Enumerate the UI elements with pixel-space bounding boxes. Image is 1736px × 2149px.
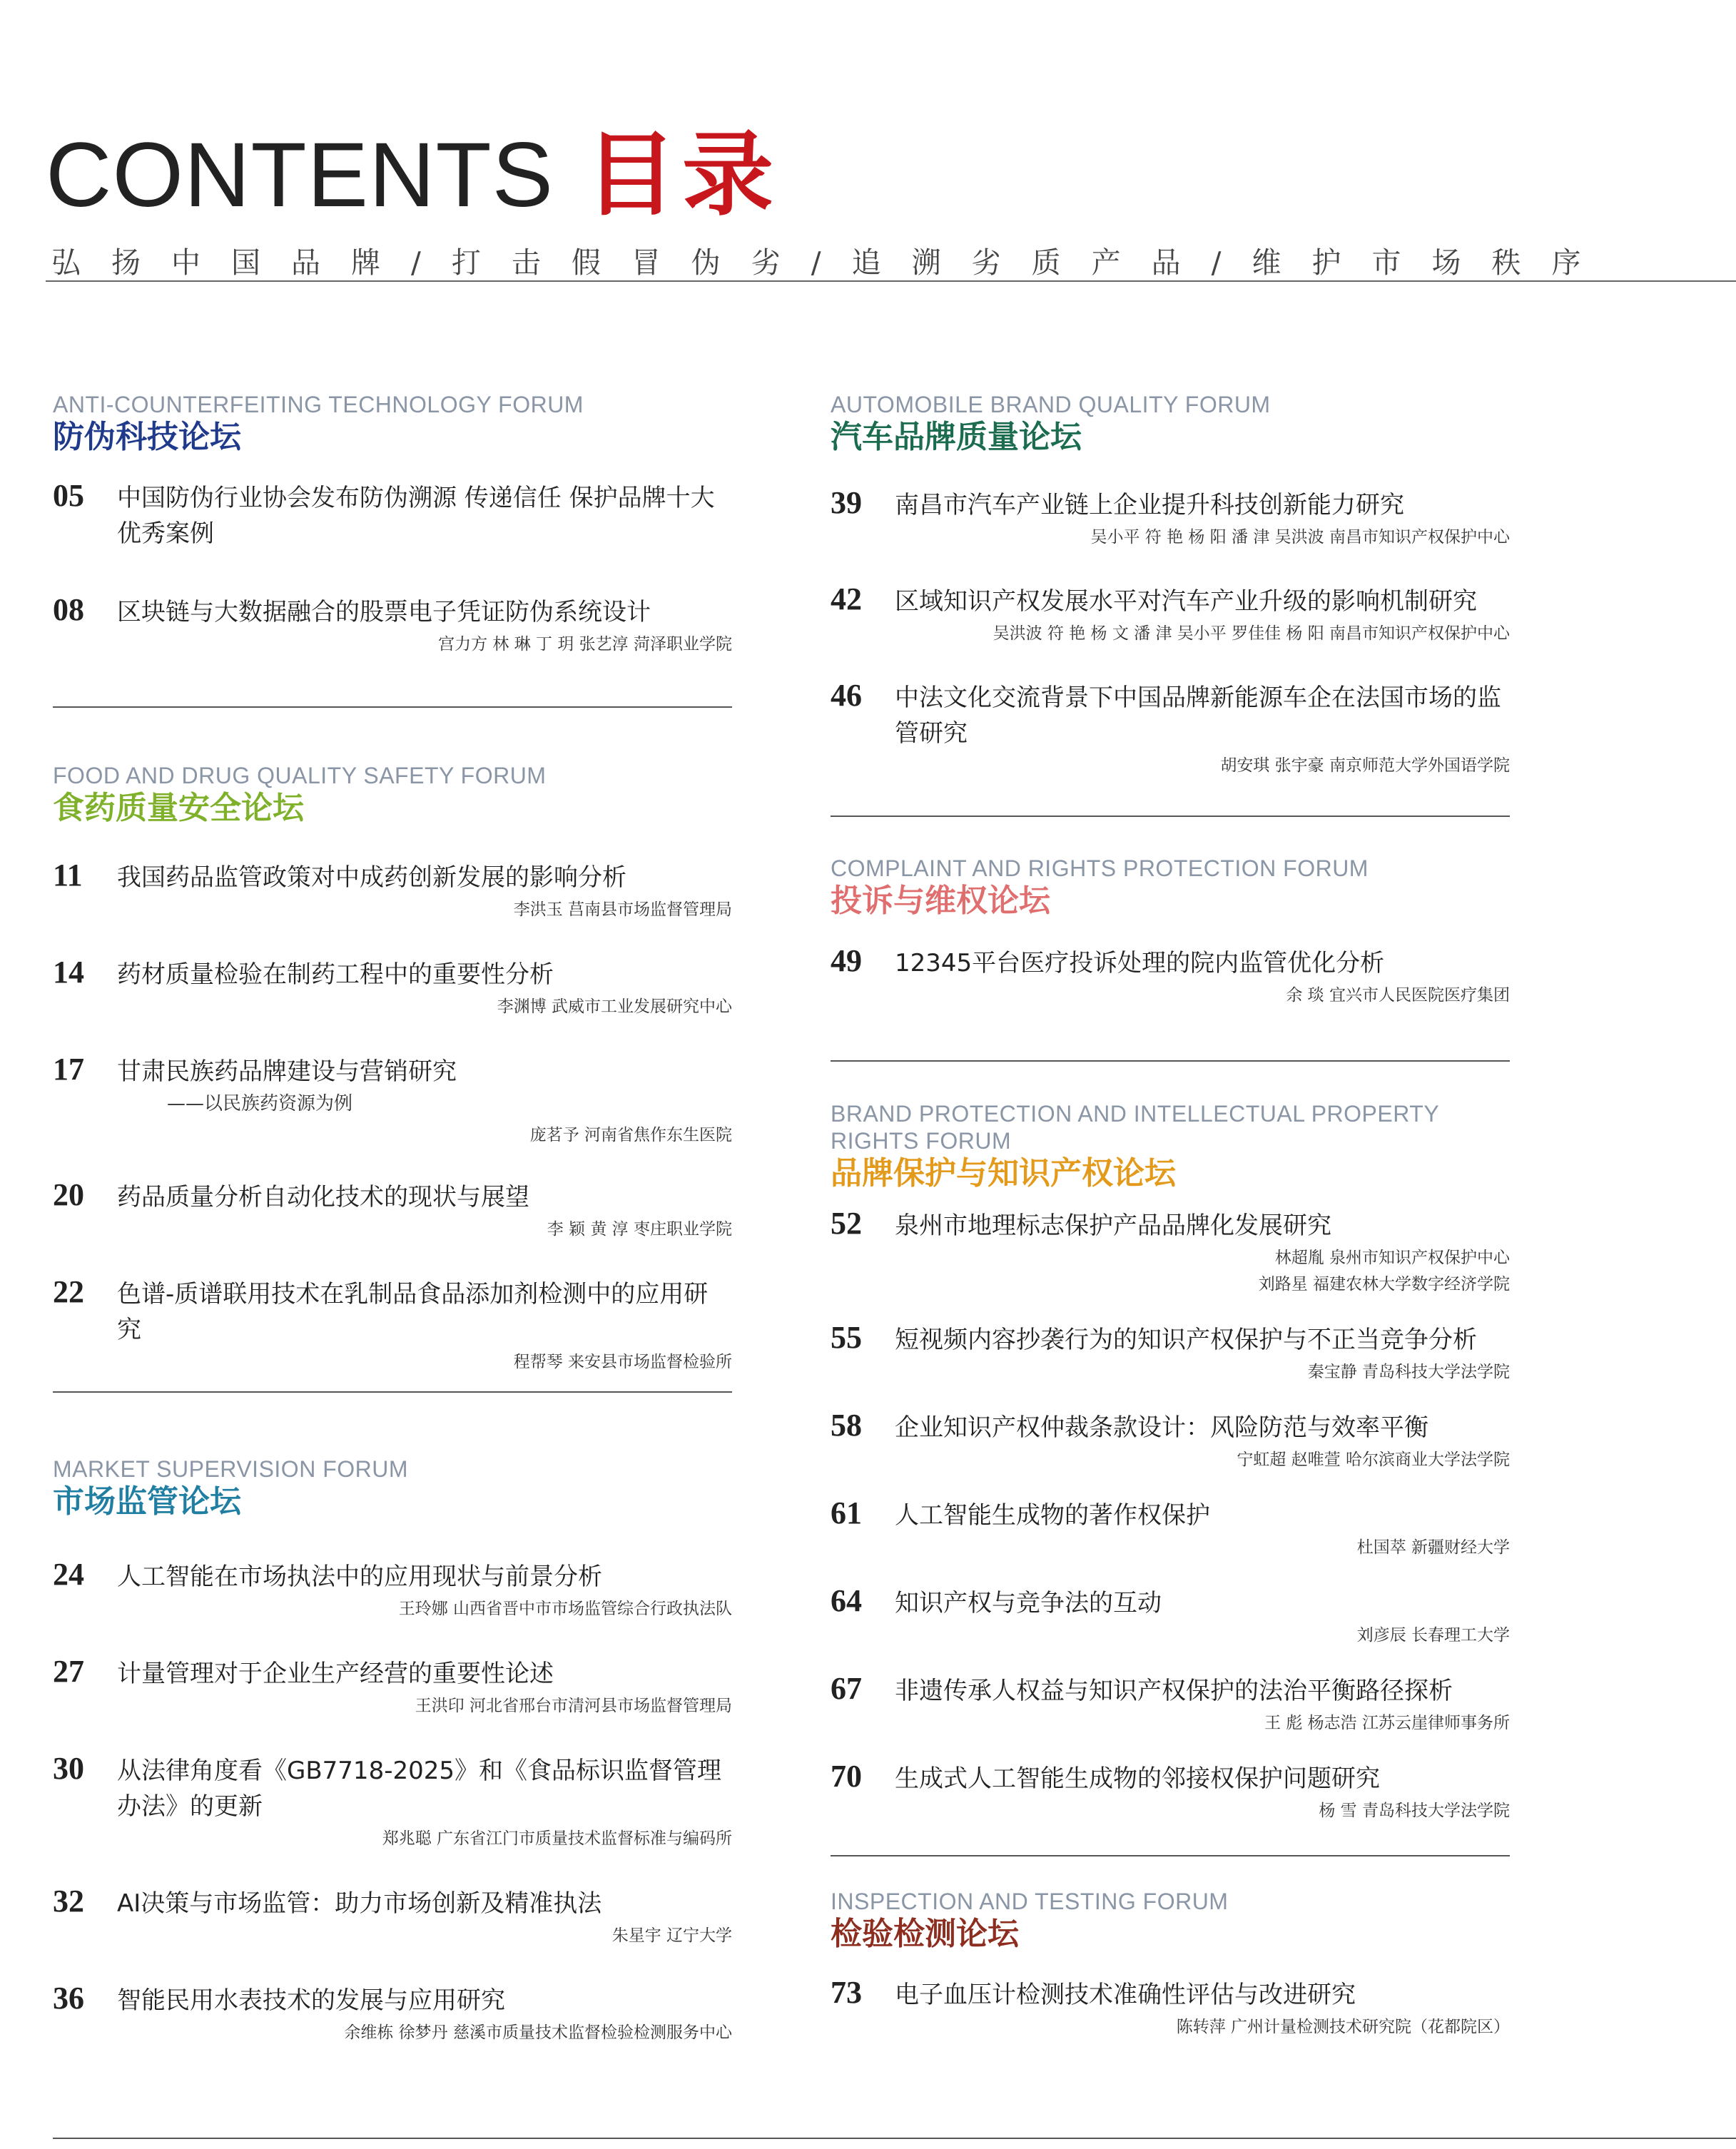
article-title[interactable]: 药材质量检验在制药工程中的重要性分析 [117, 960, 554, 989]
forum-section [831, 391, 1510, 457]
forum-title-en: FOOD AND DRUG QUALITY SAFETY FORUM [53, 763, 547, 788]
article-authors: 郑兆聪 广东省江门市质量技术监督标准与编码所 [382, 1829, 732, 1848]
forum-title-cn: 汽车品牌质量论坛 [831, 419, 1082, 455]
page-number: 58 [831, 1408, 862, 1443]
page-number: 73 [831, 1975, 862, 2010]
article-title[interactable]: 企业知识产权仲裁条款设计：风险防范与效率平衡 [895, 1413, 1428, 1442]
article-title[interactable]: 我国药品监管政策对中成药创新发展的影响分析 [117, 863, 626, 892]
article-authors: 吴小平 符 艳 杨 阳 潘 津 吴洪波 南昌市知识产权保护中心 [1090, 528, 1510, 547]
page-number: 64 [831, 1583, 862, 1618]
article-title[interactable]: 短视频内容抄袭行为的知识产权保护与不正当竞争分析 [895, 1326, 1477, 1354]
article-title[interactable]: 非遗传承人权益与知识产权保护的法治平衡路径探析 [895, 1677, 1453, 1705]
article-authors: 余 琰 宜兴市人民医院医疗集团 [1286, 986, 1510, 1005]
forum-section [53, 1455, 732, 1521]
article-title[interactable]: 智能民用水表技术的发展与应用研究 [117, 1986, 505, 2015]
title-cn: 目录 [585, 122, 780, 228]
page-number: 24 [53, 1557, 84, 1592]
forum-section [831, 855, 1510, 920]
article-authors: 朱星宇 辽宁大学 [611, 1926, 732, 1945]
article-authors: 李洪玉 莒南县市场监督管理局 [513, 900, 732, 919]
article-title[interactable]: 从法律角度看《GB7718-2025》和《食品标识监督管理办法》的更新 [117, 1757, 721, 1821]
page-number: 11 [53, 858, 83, 893]
article-title[interactable]: 中国防伪行业协会发布防伪溯源 传递信任 保护品牌十大优秀案例 [117, 484, 715, 548]
page-number: 32 [53, 1884, 84, 1919]
article-title[interactable]: 人工智能在市场执法中的应用现状与前景分析 [117, 1563, 602, 1591]
page-number: 30 [53, 1751, 84, 1786]
section-divider [831, 816, 1510, 817]
article-authors: 宁虹超 赵唯萱 哈尔滨商业大学法学院 [1237, 1451, 1510, 1469]
article-title[interactable]: 人工智能生成物的著作权保护 [895, 1501, 1210, 1530]
article-title[interactable]: AI决策与市场监管：助力市场创新及精准执法 [117, 1889, 602, 1918]
page-number: 22 [53, 1274, 84, 1309]
section-divider [831, 1855, 1510, 1856]
article-authors: 胡安琪 张宇豪 南京师范大学外国语学院 [1220, 756, 1510, 775]
page-number: 08 [53, 592, 84, 627]
article-authors: 王 彪 杨志浩 江苏云崖律师事务所 [1264, 1714, 1510, 1732]
article-authors: 秦宝静 青岛科技大学法学院 [1307, 1363, 1510, 1381]
article-title[interactable]: 南昌市汽车产业链上企业提升科技创新能力研究 [895, 491, 1404, 519]
forum-section [53, 391, 732, 457]
page-number: 42 [831, 581, 862, 616]
article-title[interactable]: 区块链与大数据融合的股票电子凭证防伪系统设计 [117, 598, 651, 626]
article-authors: 庞茗予 河南省焦作东生医院 [529, 1126, 732, 1144]
page-number: 52 [831, 1206, 862, 1241]
forum-title-en: COMPLAINT AND RIGHTS PROTECTION FORUM [831, 855, 1369, 881]
footer-rule [53, 2138, 1736, 2139]
article-authors: 杨 雪 青岛科技大学法学院 [1319, 1802, 1510, 1820]
page-number: 17 [53, 1052, 84, 1087]
forum-title-cn: 市场监管论坛 [53, 1483, 241, 1520]
forum-title-cn: 检验检测论坛 [831, 1916, 1019, 1952]
article-authors: 刘路星 福建农林大学数字经济学院 [1258, 1275, 1510, 1294]
page-number: 55 [831, 1320, 862, 1355]
article-authors: 林超胤 泉州市知识产权保护中心 [1274, 1249, 1510, 1267]
forum-title-cn: 投诉与维权论坛 [831, 883, 1050, 919]
article-authors: 余维栋 徐梦丹 慈溪市质量技术监督检验检测服务中心 [344, 2023, 732, 2042]
page-number: 70 [831, 1759, 862, 1794]
forum-section [831, 1888, 1510, 1954]
article-title[interactable]: 电子血压计检测技术准确性评估与改进研究 [895, 1981, 1356, 2009]
article-authors: 李 颖 黄 淳 枣庄职业学院 [547, 1220, 732, 1239]
forum-title-en: MARKET SUPERVISION FORUM [53, 1456, 408, 1482]
page-number: 05 [53, 478, 84, 513]
forum-title-en: INSPECTION AND TESTING FORUM [831, 1889, 1229, 1914]
article-authors: 李渊博 武威市工业发展研究中心 [497, 997, 732, 1016]
article-authors: 陈转萍 广州计量检测技术研究院（花都院区） [1176, 2018, 1510, 2036]
section-divider [53, 706, 732, 708]
article-authors: 杜国萃 新疆财经大学 [1356, 1538, 1510, 1557]
page-number: 46 [831, 678, 862, 713]
article-subtitle: ——以民族药资源为例 [167, 1093, 353, 1114]
article-authors: 王洪印 河北省邢台市清河县市场监督管理局 [415, 1697, 732, 1715]
section-divider [831, 1060, 1510, 1062]
page-number: 27 [53, 1654, 84, 1689]
page-number: 67 [831, 1671, 862, 1706]
page-number: 36 [53, 1981, 84, 2016]
contents-title [46, 107, 780, 228]
slogan: 弘扬中国品牌/打击假冒伪劣/追溯劣质产品/维护市场秩序 [51, 245, 1612, 280]
article-title[interactable]: 色谱-质谱联用技术在乳制品食品添加剂检测中的应用研究 [117, 1280, 709, 1344]
article-title[interactable]: 知识产权与竞争法的互动 [895, 1589, 1162, 1617]
page-number: 61 [831, 1495, 862, 1530]
section-divider [53, 1391, 732, 1393]
forum-title-en: AUTOMOBILE BRAND QUALITY FORUM [831, 392, 1271, 417]
header-rule [46, 280, 1736, 282]
forum-title-cn: 食药质量安全论坛 [53, 790, 304, 826]
article-title[interactable]: 12345平台医疗投诉处理的院内监管优化分析 [895, 949, 1385, 977]
article-authors: 吴洪波 符 艳 杨 文 潘 津 吴小平 罗佳佳 杨 阳 南昌市知识产权保护中心 [993, 624, 1510, 643]
page-number: 14 [53, 955, 84, 990]
article-title[interactable]: 生成式人工智能生成物的邻接权保护问题研究 [895, 1764, 1380, 1793]
article-title[interactable]: 区域知识产权发展水平对汽车产业升级的影响机制研究 [895, 587, 1477, 616]
title-en: CONTENTS [46, 124, 554, 226]
article-authors: 刘彦辰 长春理工大学 [1356, 1626, 1510, 1645]
forum-section [831, 1100, 1510, 1193]
article-title[interactable]: 甘肃民族药品牌建设与营销研究 [117, 1057, 457, 1086]
forum-title-cn: 品牌保护与知识产权论坛 [831, 1155, 1176, 1192]
forum-title-en: BRAND PROTECTION AND INTELLECTUAL PROPERTY RIGHTS FORUM [831, 1101, 1439, 1154]
page-number: 39 [831, 485, 862, 520]
article-authors: 程帮琴 来安县市场监督检验所 [513, 1353, 732, 1371]
page-number: 20 [53, 1177, 84, 1212]
article-title[interactable]: 中法文化交流背景下中国品牌新能源车企在法国市场的监管研究 [895, 684, 1501, 748]
forum-title-cn: 防伪科技论坛 [53, 419, 241, 455]
article-title[interactable]: 泉州市地理标志保护产品品牌化发展研究 [895, 1211, 1331, 1240]
article-title[interactable]: 计量管理对于企业生产经营的重要性论述 [117, 1660, 554, 1688]
article-title[interactable]: 药品质量分析自动化技术的现状与展望 [117, 1183, 529, 1211]
forum-title-en: ANTI-COUNTERFEITING TECHNOLOGY FORUM [53, 392, 584, 417]
article-authors: 王玲娜 山西省晋中市市场监管综合行政执法队 [398, 1600, 732, 1618]
page-number: 49 [831, 943, 862, 978]
article-authors: 宫力方 林 琳 丁 玥 张艺淳 菏泽职业学院 [438, 635, 732, 654]
forum-section [53, 762, 732, 828]
